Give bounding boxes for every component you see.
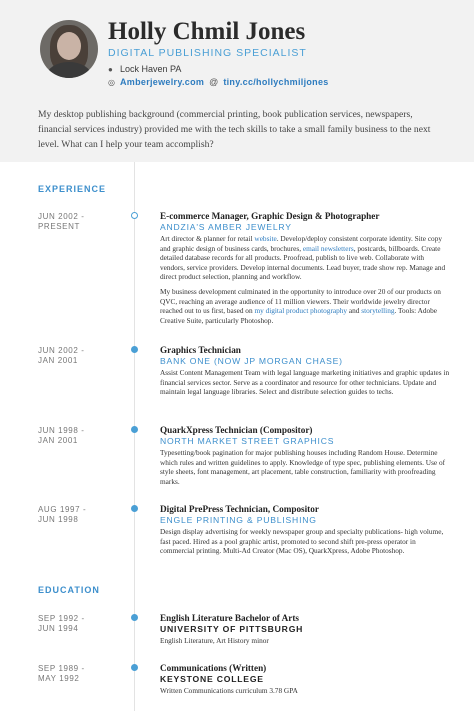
education-date <box>38 664 85 684</box>
experience-date <box>38 505 86 525</box>
newsletters-inline-link[interactable]: email newsletters <box>302 243 354 253</box>
entry-description: Assist Content Management Team with legal language marketing initiatives and graphic updates in financial services sector. Serve as a coordinator and resource for other technicians. Update and maintain legal language libraries. Select and distribute selection guides to techs. <box>160 368 450 397</box>
entry-role: QuarkXpress Technician (Compositor) <box>160 425 313 435</box>
desc-text: , postcards, billboards. Create detailed database records for all products. Proofread, publish to live web. Collaborate with vendors, service providers. Develop internal documents. Lead buyer, trade show rep. Manage and direct product selection, planning and workflow. <box>160 243 446 282</box>
link-separator: @ <box>209 77 219 87</box>
entry-org: ANDZIA'S AMBER JEWELRY <box>160 222 292 232</box>
desc-text: . Tools: Adobe Creative Suite, particularly Photoshop. <box>160 306 438 325</box>
education-date <box>38 614 85 634</box>
entry-role: Graphics Technician <box>160 345 241 355</box>
entry-description: Typesetting/book pagination for major publishing houses including Random House. Determine which rules and written guidelines to apply. Knowledge of type spec, publishing elements. Use of style sheets, font management, art placement, table construction, familiarity with proofreading marks. <box>160 448 446 486</box>
education-heading: EDUCATION <box>38 585 100 595</box>
links-line <box>108 77 329 87</box>
date-end: JUN 1998 <box>38 515 79 524</box>
resume-header <box>0 0 474 162</box>
profile-summary: My desktop publishing background (commercial printing, book publication services, newspapers, financial services industry) provided me with the tech skills to take a small family business to the next level. What can I help your team accomplish? <box>38 109 431 150</box>
location-line <box>108 64 181 74</box>
experience-date <box>38 426 84 446</box>
experience-entry <box>160 344 450 397</box>
desc-text: . Develop/deploy consistent corporate identity. Site copy and graphic design of business cards, brochures, <box>160 234 443 253</box>
date-end: MAY 1992 <box>38 674 80 683</box>
date-start: SEP 1992 - <box>38 614 85 623</box>
experience-entry <box>160 210 450 325</box>
date-end: JAN 2001 <box>38 356 78 365</box>
entry-role: E-commerce Manager, Graphic Design & Photographer <box>160 211 380 221</box>
entry-org: BANK ONE (NOW JP MORGAN CHASE) <box>160 356 343 366</box>
date-start: JUN 1998 - <box>38 426 85 435</box>
experience-heading: EXPERIENCE <box>38 184 107 194</box>
experience-entry <box>160 503 450 556</box>
desc-text: My business development culminated in the opportunity to introduce over 20 of our products on QVC, reaching an average audience of 11 million viewers. Their worldwide jewelry director reached out to us first, based on <box>160 286 441 316</box>
timeline-dot <box>131 426 138 433</box>
website-link[interactable]: Amberjewelry.com <box>120 77 205 87</box>
date-end: JUN 1994 <box>38 624 79 633</box>
entry-school: UNIVERSITY OF PITTSBURGH <box>160 624 304 634</box>
location-text: Lock Haven PA <box>120 64 182 74</box>
education-entry <box>160 662 450 696</box>
entry-org: ENGLE PRINTING & PUBLISHING <box>160 515 317 525</box>
timeline-dot <box>131 664 138 671</box>
entry-description <box>160 234 450 282</box>
timeline-dot <box>131 505 138 512</box>
date-start: AUG 1997 - <box>38 505 87 514</box>
entry-org: NORTH MARKET STREET GRAPHICS <box>160 436 335 446</box>
desc-text: and <box>347 306 362 316</box>
date-start: SEP 1989 - <box>38 664 85 673</box>
education-entry <box>160 612 450 646</box>
desc-text: Art director & planner for retail <box>160 234 255 243</box>
experience-date <box>38 212 84 232</box>
entry-description: Design display advertising for weekly newspaper group and specialty publications- high volume, fast paced. Hired as a pool graphic artist, promoted to second shift pre-press operator in commercial printing. Multi-Ad Creator (Mac OS), QuarkXpress, Adobe Photoshop. <box>160 527 444 556</box>
profile-title: DIGITAL PUBLISHING SPECIALIST <box>108 47 307 59</box>
entry-role: Digital PrePress Technician, Compositor <box>160 504 319 514</box>
profile-name: Holly Chmil Jones <box>108 18 306 45</box>
entry-description: English Literature, Art History minor <box>160 636 269 645</box>
entry-degree: English Literature Bachelor of Arts <box>160 613 299 623</box>
entry-school: KEYSTONE COLLEGE <box>160 674 264 684</box>
storytelling-inline-link[interactable]: storytelling <box>361 306 395 316</box>
avatar <box>40 20 98 78</box>
date-end: PRESENT <box>38 222 80 231</box>
timeline-dot <box>131 346 138 353</box>
date-end: JAN 2001 <box>38 436 78 445</box>
date-start: JUN 2002 - <box>38 346 85 355</box>
profile-link[interactable]: tiny.cc/hollychmiljones <box>223 77 329 87</box>
experience-date <box>38 346 84 366</box>
website-inline-link[interactable]: website <box>254 234 277 243</box>
entry-description <box>160 287 450 325</box>
timeline-line <box>134 162 135 711</box>
timeline-dot <box>131 614 138 621</box>
avatar-face <box>57 32 81 60</box>
map-pin-icon: ● <box>108 64 113 74</box>
experience-entry <box>160 424 450 486</box>
photography-inline-link[interactable]: my digital product photography <box>254 306 348 316</box>
entry-description: Written Communications curriculum 3.78 GPA <box>160 686 298 695</box>
date-start: JUN 2002 - <box>38 212 85 221</box>
globe-icon: ◎ <box>108 77 115 87</box>
timeline-dot <box>131 212 138 219</box>
entry-degree: Communications (Written) <box>160 663 267 673</box>
